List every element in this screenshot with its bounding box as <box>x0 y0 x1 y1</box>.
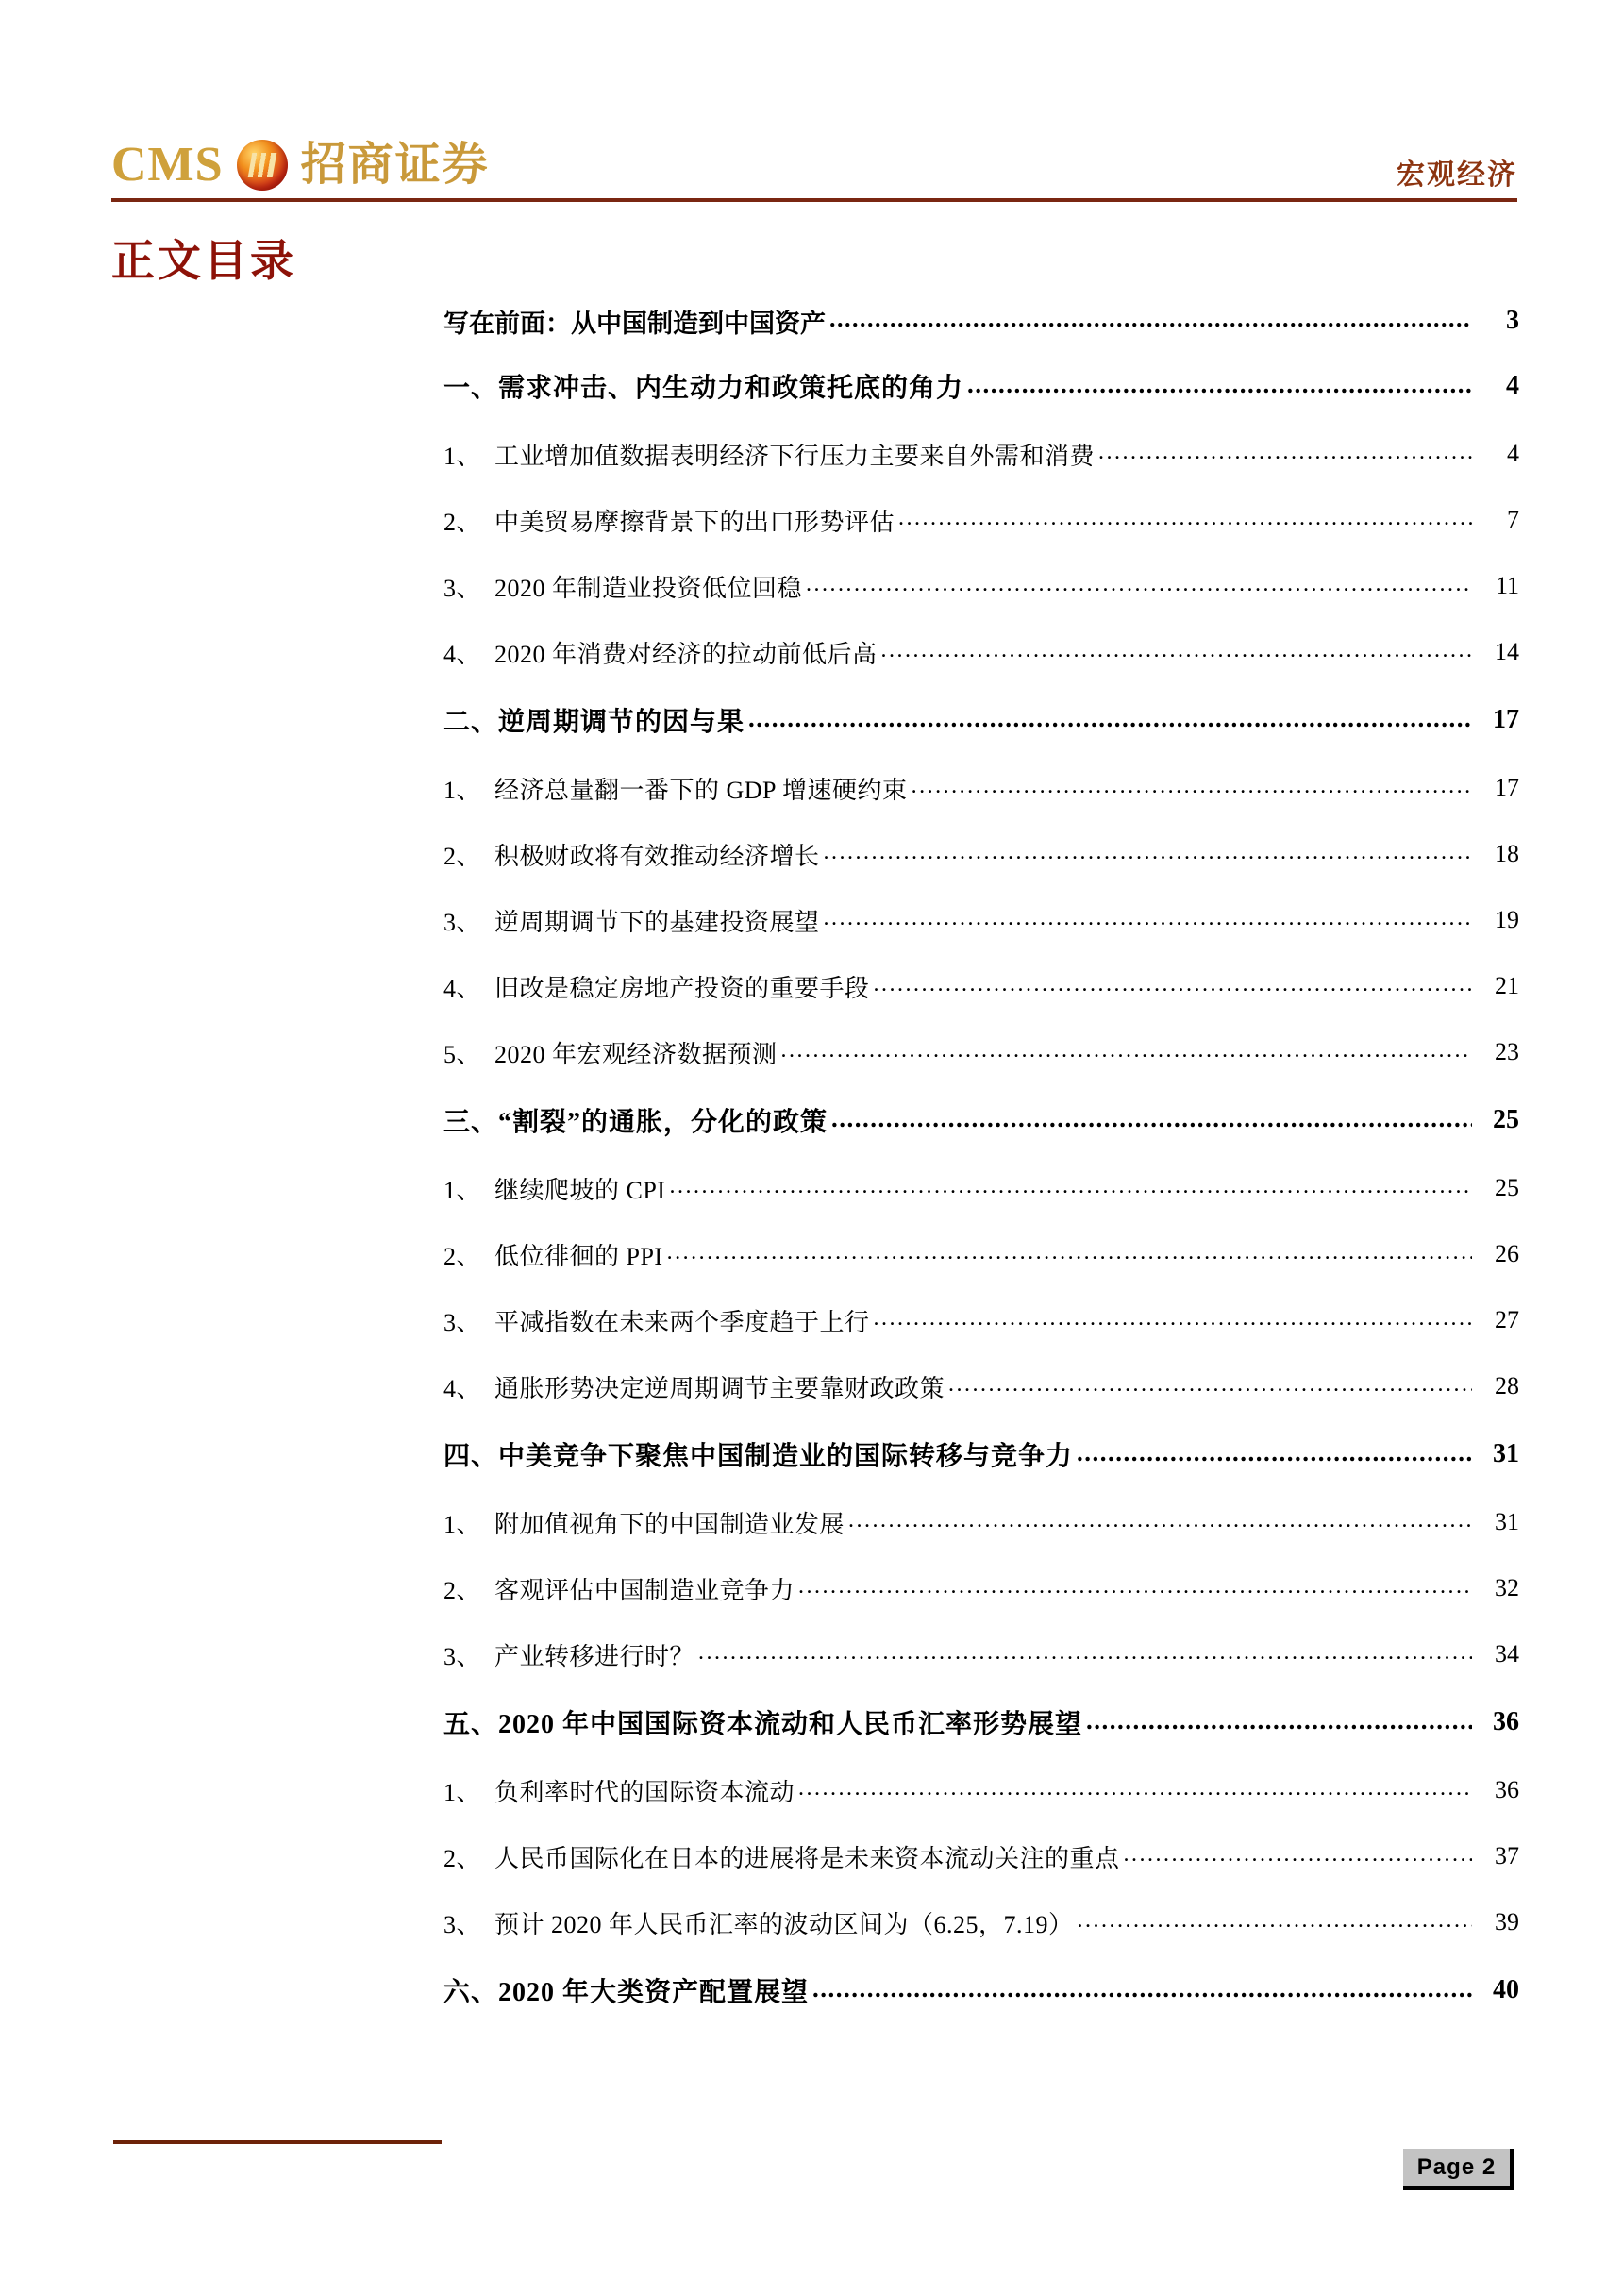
toc-entry[interactable] <box>443 291 1519 351</box>
toc-leader-dots <box>781 1038 1472 1064</box>
toc-page-number: 27 <box>1495 1306 1519 1333</box>
toc-leader-dots <box>1098 440 1472 465</box>
toc-entry-text: 低位徘徊的 PPI <box>494 1242 663 1270</box>
toc-entry[interactable] <box>443 755 1519 821</box>
toc-entry-text: 旧改是稳定房地产投资的重要手段 <box>494 974 870 1002</box>
toc-entry-number: 4、 <box>443 1374 482 1402</box>
toc-entry[interactable] <box>443 953 1519 1019</box>
toc-entry-number: 3、 <box>443 1642 482 1670</box>
toc-entry-number: 二、 <box>443 708 499 737</box>
page-title: 正文目录 <box>111 237 296 285</box>
toc-entry[interactable] <box>443 1287 1519 1353</box>
toc-entry-number: 3、 <box>443 1910 482 1938</box>
toc-entry-text: 中美贸易摩擦背景下的出口形势评估 <box>494 508 895 536</box>
toc-entry-text: 工业增加值数据表明经济下行压力主要来自外需和消费 <box>494 442 1096 470</box>
toc-entry-label <box>443 1971 809 2009</box>
report-category-label: 宏观经济 <box>1397 159 1517 191</box>
toc-entry[interactable] <box>443 821 1519 887</box>
toc-entry[interactable] <box>443 1419 1519 1489</box>
toc-entry[interactable] <box>443 1221 1519 1287</box>
toc-entry-label <box>443 969 870 1004</box>
toc-page-number: 23 <box>1495 1038 1519 1065</box>
toc-leader-dots <box>1124 1842 1472 1868</box>
toc-page-number: 37 <box>1495 1842 1519 1869</box>
toc-entry[interactable] <box>443 1687 1519 1757</box>
toc-entry-text: 2020 年大类资产配置展望 <box>498 1978 810 2007</box>
toc-page-number: 40 <box>1493 1975 1519 2004</box>
toc-entry-label <box>443 1703 1082 1741</box>
toc-entry[interactable] <box>443 1019 1519 1085</box>
toc-page-number: 14 <box>1495 638 1519 665</box>
toc-entry[interactable] <box>443 1489 1519 1555</box>
toc-entry-label <box>443 503 895 538</box>
toc-entry-text: “割裂”的通胀，分化的政策 <box>498 1108 828 1137</box>
toc-entry[interactable] <box>443 553 1519 619</box>
toc-entry-text: 逆周期调节的因与果 <box>498 708 745 737</box>
toc-entry-label <box>443 1303 870 1338</box>
toc-entry-number: 4、 <box>443 974 482 1002</box>
logo-cms-text: CMS <box>111 138 224 192</box>
cms-logo <box>111 132 490 200</box>
toc-entry-label <box>443 635 878 670</box>
toc-leader-dots <box>806 572 1472 597</box>
toc-entry[interactable] <box>443 1889 1519 1955</box>
toc-entry-text: 人民币国际化在日本的进展将是未来资本流动关注的重点 <box>494 1844 1120 1872</box>
toc-entry-label <box>443 771 908 806</box>
toc-entry-label <box>443 903 820 938</box>
toc-entry[interactable] <box>443 1085 1519 1155</box>
toc-leader-dots <box>874 972 1472 997</box>
toc-entry-number: 2、 <box>443 1576 482 1604</box>
toc-page-number: 34 <box>1495 1640 1519 1668</box>
toc-entry-text: 平减指数在未来两个季度趋于上行 <box>494 1308 870 1336</box>
toc-entry-text: 中美竞争下聚焦中国制造业的国际转移与竞争力 <box>498 1442 1074 1471</box>
toc-leader-dots <box>848 1508 1472 1533</box>
toc-page-number: 19 <box>1495 906 1519 933</box>
toc-leader-dots <box>898 506 1472 531</box>
page-number-badge: Page 2 <box>1403 2149 1514 2190</box>
toc-entry-label <box>443 1369 945 1404</box>
toc-leader-dots <box>912 774 1472 799</box>
toc-entry-number: 四、 <box>443 1442 499 1471</box>
toc-entry[interactable] <box>443 685 1519 755</box>
toc-entry-number: 5、 <box>443 1040 482 1068</box>
page-header <box>111 94 1517 200</box>
toc-entry-text: 产业转移进行时？ <box>494 1642 695 1670</box>
toc-entry-text: 写在前面：从中国制造到中国资产 <box>443 309 826 338</box>
toc-page-number: 39 <box>1495 1908 1519 1936</box>
toc-entry-number: 2、 <box>443 1242 482 1270</box>
toc-leader-dots <box>824 906 1472 931</box>
toc-page-number: 17 <box>1495 774 1519 801</box>
footer-divider <box>113 2140 442 2144</box>
toc-entry[interactable] <box>443 1757 1519 1823</box>
toc-entry-label <box>443 1839 1120 1874</box>
toc-entry-number: 三、 <box>443 1108 499 1137</box>
toc-entry-number: 1、 <box>443 1778 482 1806</box>
toc-entry-label <box>443 437 1095 472</box>
toc-leader-dots <box>1078 1908 1472 1934</box>
toc-entry-text: 经济总量翻一番下的 GDP 增速硬约束 <box>494 776 908 804</box>
toc-entry-label <box>443 1435 1073 1473</box>
toc-page-number: 36 <box>1495 1776 1519 1803</box>
toc-entry-number: 4、 <box>443 640 482 668</box>
toc-leader-dots <box>829 305 1472 333</box>
toc-page-number: 32 <box>1495 1574 1519 1601</box>
toc-entry-text: 需求冲击、内生动力和政策托底的角力 <box>498 374 964 403</box>
toc-page-number: 17 <box>1493 705 1519 734</box>
toc-entry-text: 预计 2020 年人民币汇率的波动区间为（6.25，7.19） <box>494 1910 1074 1938</box>
toc-entry-text: 客观评估中国制造业竞争力 <box>494 1576 795 1604</box>
toc-leader-dots <box>669 1174 1472 1199</box>
toc-entry-number: 2、 <box>443 1844 482 1872</box>
toc-entry[interactable] <box>443 487 1519 553</box>
toc-page-number: 4 <box>1507 440 1519 467</box>
toc-entry-label <box>443 1171 665 1206</box>
toc-leader-dots <box>812 1974 1472 2003</box>
toc-entry[interactable] <box>443 887 1519 953</box>
toc-page-number: 25 <box>1493 1105 1519 1134</box>
toc-page-number: 7 <box>1507 506 1519 533</box>
toc-entry[interactable] <box>443 1823 1519 1889</box>
toc-entry-number: 五、 <box>443 1710 499 1739</box>
toc-page-number: 31 <box>1495 1508 1519 1535</box>
toc-entry-number: 3、 <box>443 908 482 936</box>
toc-entry-label <box>443 1505 845 1540</box>
toc-entry-text: 2020 年宏观经济数据预测 <box>494 1040 778 1068</box>
toc-page-number: 4 <box>1506 371 1519 400</box>
toc-entry-text: 附加值视角下的中国制造业发展 <box>494 1510 845 1538</box>
toc-entry-number: 1、 <box>443 442 482 470</box>
toc-leader-dots <box>1086 1706 1472 1735</box>
toc-leader-dots <box>798 1574 1472 1600</box>
toc-entry-number: 2、 <box>443 508 482 536</box>
toc-leader-dots <box>667 1240 1472 1265</box>
toc-leader-dots <box>748 704 1472 733</box>
toc-entry[interactable] <box>443 1155 1519 1221</box>
header-divider <box>111 198 1517 202</box>
toc-entry-label <box>443 701 745 739</box>
toc-entry-text: 继续爬坡的 CPI <box>494 1176 666 1204</box>
toc-entry-label <box>443 1571 795 1606</box>
toc-entry-number: 1、 <box>443 776 482 804</box>
toc-entry-label <box>443 1035 778 1070</box>
toc-entry[interactable] <box>443 421 1519 487</box>
toc-leader-dots <box>1077 1438 1472 1467</box>
toc-page-number: 21 <box>1495 972 1519 999</box>
toc-entry-text: 2020 年消费对经济的拉动前低后高 <box>494 640 878 668</box>
toc-entry-number: 3、 <box>443 1308 482 1336</box>
toc-entry-text: 积极财政将有效推动经济增长 <box>494 842 820 870</box>
toc-entry-label <box>443 837 820 872</box>
toc-entry-label <box>443 303 826 340</box>
toc-entry-label <box>443 1637 694 1672</box>
toc-entry[interactable] <box>443 1353 1519 1419</box>
toc-entry-label <box>443 569 802 604</box>
toc-leader-dots <box>881 638 1472 663</box>
toc-page-number: 36 <box>1493 1707 1519 1736</box>
toc-entry-text: 2020 年中国国际资本流动和人民币汇率形势展望 <box>498 1710 1083 1739</box>
toc-entry[interactable] <box>443 1955 1519 2025</box>
toc-entry-label <box>443 367 963 405</box>
toc-entry-label <box>443 1237 663 1272</box>
toc-leader-dots <box>967 370 1472 399</box>
toc-entry-number: 3、 <box>443 574 482 602</box>
toc-leader-dots <box>824 840 1472 865</box>
toc-leader-dots <box>831 1104 1472 1133</box>
toc-entry-number: 2、 <box>443 842 482 870</box>
toc-leader-dots <box>948 1372 1472 1398</box>
table-of-contents <box>443 291 1519 2025</box>
toc-entry-label <box>443 1101 828 1139</box>
toc-entry-label <box>443 1773 795 1808</box>
toc-entry[interactable] <box>443 351 1519 421</box>
toc-entry-text: 逆周期调节下的基建投资展望 <box>494 908 820 936</box>
toc-entry[interactable] <box>443 1555 1519 1621</box>
toc-page-number: 18 <box>1495 840 1519 867</box>
toc-entry[interactable] <box>443 619 1519 685</box>
toc-leader-dots <box>798 1776 1472 1802</box>
toc-entry-number: 一、 <box>443 374 499 403</box>
toc-entry-text: 负利率时代的国际资本流动 <box>494 1778 795 1806</box>
toc-leader-dots <box>874 1306 1472 1332</box>
toc-page-number: 26 <box>1495 1240 1519 1267</box>
toc-entry-number: 1、 <box>443 1510 482 1538</box>
toc-page-number: 28 <box>1495 1372 1519 1399</box>
logo-chinese-text: 招商证券 <box>300 140 490 190</box>
toc-entry-number: 六、 <box>443 1978 499 2007</box>
toc-entry-number: 1、 <box>443 1176 482 1204</box>
toc-entry[interactable] <box>443 1621 1519 1687</box>
toc-page-number: 25 <box>1495 1174 1519 1201</box>
toc-page-number: 11 <box>1495 572 1519 599</box>
toc-leader-dots <box>698 1640 1472 1666</box>
toc-entry-text: 2020 年制造业投资低位回稳 <box>494 574 803 602</box>
toc-entry-label <box>443 1905 1074 1940</box>
toc-entry-text: 通胀形势决定逆周期调节主要靠财政政策 <box>494 1374 945 1402</box>
toc-page-number: 3 <box>1506 306 1519 335</box>
cms-globe-emblem-icon <box>237 140 288 191</box>
toc-page-number: 31 <box>1493 1439 1519 1468</box>
